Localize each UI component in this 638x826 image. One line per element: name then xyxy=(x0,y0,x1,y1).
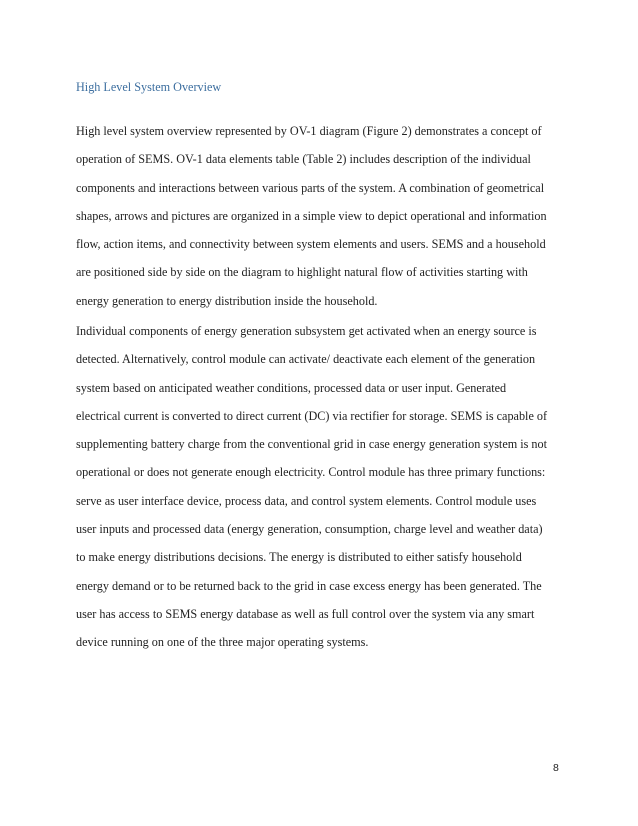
section-heading: High Level System Overview xyxy=(76,80,222,94)
text-line: system based on anticipated weather conditions, processed data or user input. Generated xyxy=(76,380,507,395)
text-line: flow, action items, and connectivity between system elements and users. SEMS and a household xyxy=(76,237,546,252)
page-number: 8 xyxy=(553,762,559,774)
text-line: to make energy distributions decisions. The energy is distributed to either satisfy household xyxy=(76,550,522,565)
text-line: shapes, arrows and pictures are organized in a simple view to depict operational and information xyxy=(76,208,547,223)
text-line: energy demand or to be returned back to the grid in case excess energy has been generated. The xyxy=(76,578,542,593)
text-line: user has access to SEMS energy database as well as full control over the system via any smart xyxy=(76,606,535,621)
text-line: electrical current is converted to direct current (DC) via rectifier for storage. SEMS is capable of xyxy=(76,408,548,423)
text-line: supplementing battery charge from the conventional grid in case energy generation system is not xyxy=(76,437,548,452)
text-line: detected. Alternatively, control module can activate/ deactivate each element of the generation xyxy=(76,352,536,367)
paragraph-system-overview xyxy=(76,123,576,321)
text-line: user inputs and processed data (energy generation, consumption, charge level and weather data) xyxy=(76,522,543,537)
text-line: device running on one of the three major operating systems. xyxy=(76,635,369,650)
text-line: operational or does not generate enough electricity. Control module has three primary functions: xyxy=(76,465,546,480)
text-line: energy generation to energy distribution inside the household. xyxy=(76,293,378,308)
text-line: components and interactions between various parts of the system. A combination of geometrical xyxy=(76,180,545,195)
text-line: High level system overview represented by OV-1 diagram (Figure 2) demonstrates a concept of xyxy=(76,124,542,138)
text-line: operation of SEMS. OV-1 data elements table (Table 2) includes description of the individual xyxy=(76,152,531,167)
text-line: Individual components of energy generation subsystem get activated when an energy source is xyxy=(76,324,537,338)
paragraph-energy-generation xyxy=(76,323,576,663)
text-line: serve as user interface device, process data, and control system elements. Control module uses xyxy=(76,493,537,508)
text-line: are positioned side by side on the diagram to highlight natural flow of activities starting with xyxy=(76,265,528,280)
